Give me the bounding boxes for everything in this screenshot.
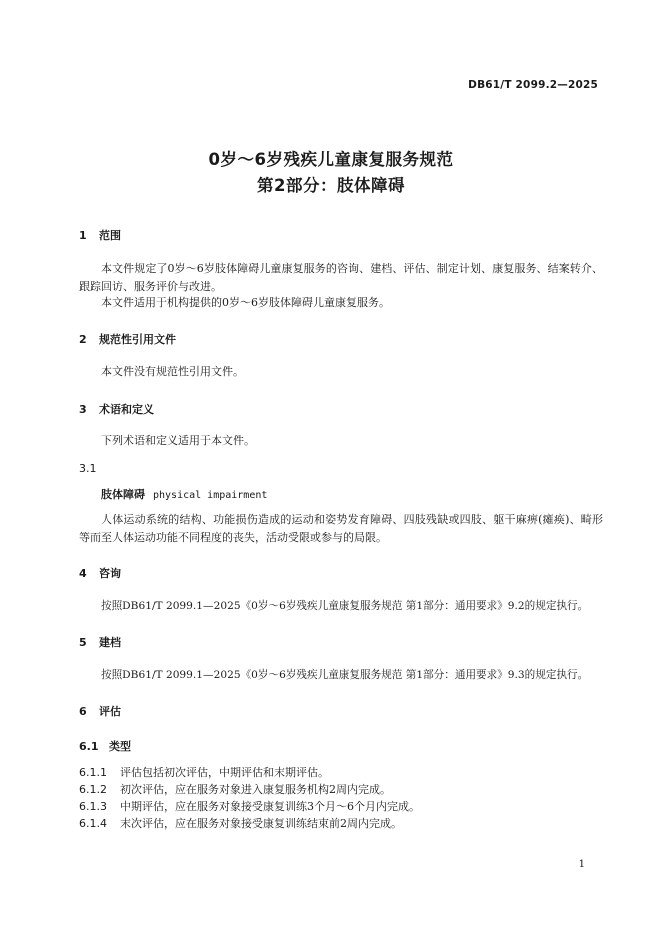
clause-text: 中期评估，应在服务对象接受康复训练3个月～6个月内完成。 (120, 800, 420, 813)
clause-text: 评估包括初次评估，中期评估和末期评估。 (120, 766, 329, 779)
term-number: 3.1 (79, 462, 97, 475)
section-number: 4 (79, 567, 87, 580)
filing-paragraph: 按照DB61/T 2099.1—2025《0岁～6岁残疾儿童康复服务规范 第1部分：通用要求》9.3的规定执行。 (101, 669, 589, 681)
section-number: 6 (79, 705, 87, 718)
terms-intro-paragraph: 下列术语和定义适用于本文件。 (101, 434, 255, 447)
term-chinese: 肢体障碍 (101, 488, 145, 501)
document-subtitle: 第2部分：肢体障碍 (257, 176, 405, 195)
section-heading-terms (79, 401, 154, 417)
section-number: 3 (79, 403, 87, 416)
section-number: 2 (79, 333, 87, 346)
clause-number: 6.1.3 (79, 800, 107, 813)
clause-number: 6.1.4 (79, 817, 107, 830)
clause-text: 末次评估，应在服务对象接受康复训练结束前2周内完成。 (120, 817, 402, 830)
page-number: 1 (578, 859, 585, 870)
subsection-number: 6.1 (79, 740, 99, 753)
section-title: 规范性引用文件 (99, 333, 176, 346)
clause-number: 6.1.1 (79, 766, 107, 779)
clause-text: 初次评估，应在服务对象进入康复服务机构2周内完成。 (120, 783, 391, 796)
scope-paragraph-1: 本文件规定了0岁～6岁肢体障碍儿童康复服务的咨询、建档、评估、制定计划、康复服务、结案转介、跟踪回访、服务评价与改进。 (79, 262, 603, 293)
section-title: 范围 (99, 229, 121, 242)
term-definition: 人体运动系统的结构、功能损伤造成的运动和姿势发育障碍、四肢残缺或四肢、躯干麻痹(瘫痪)、畸形等而至人体运动功能不同程度的丧失，活动受限或参与的局限。 (79, 513, 603, 544)
subsection-heading-types (79, 738, 131, 754)
subsection-title: 类型 (109, 740, 131, 753)
section-number: 1 (79, 229, 87, 242)
normative-references-paragraph: 本文件没有规范性引用文件。 (101, 365, 244, 378)
section-heading-assessment (79, 703, 121, 719)
section-heading-normative-references (79, 331, 176, 347)
section-title: 建档 (99, 636, 121, 649)
consultation-paragraph: 按照DB61/T 2099.1—2025《0岁～6岁残疾儿童康复服务规范 第1部分：通用要求》9.2的规定执行。 (101, 600, 589, 612)
standard-number: DB61/T 2099.2—2025 (468, 79, 598, 91)
clause-number: 6.1.2 (79, 783, 107, 796)
section-number: 5 (79, 636, 87, 649)
term-english: physical impairment (153, 490, 268, 501)
term-entry (101, 486, 267, 502)
section-title: 咨询 (99, 567, 121, 580)
section-title: 评估 (99, 705, 121, 718)
document-title: 0岁～6岁残疾儿童康复服务规范 (208, 150, 454, 169)
section-heading-filing (79, 634, 121, 650)
section-heading-scope (79, 227, 121, 243)
clause-item (79, 815, 402, 831)
scope-paragraph-2: 本文件适用于机构提供的0岁～6岁肢体障碍儿童康复服务。 (101, 296, 390, 309)
clause-item (79, 798, 420, 814)
clause-item (79, 781, 391, 797)
section-title: 术语和定义 (99, 403, 154, 416)
clause-item (79, 764, 329, 780)
section-heading-consultation (79, 565, 121, 581)
